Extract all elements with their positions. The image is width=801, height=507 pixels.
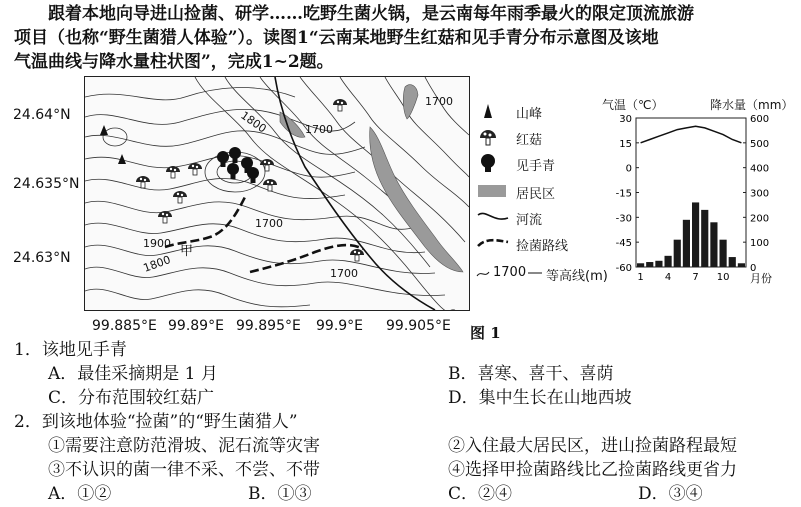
- contour-map-svg: [85, 77, 469, 310]
- q1-option-a: A．最佳采摘期是 1 月: [48, 364, 218, 384]
- temperature-tick-label: -60: [615, 263, 632, 274]
- month-tick-label: 4: [664, 272, 672, 283]
- q2-statement-1: ①需要注意防范滑坡、泥石流等灾害: [48, 436, 320, 456]
- jianshouqing-mushroom-icon: [476, 152, 510, 174]
- contour-label: 1800: [141, 253, 173, 275]
- river-icon: [476, 206, 510, 228]
- peak-icon: [476, 100, 510, 122]
- contour-label: 1700: [425, 95, 453, 108]
- contour-line-icon: [476, 262, 490, 284]
- q1-option-d: D．集中生长在山地西坡: [448, 388, 632, 408]
- red-mushroom-icon: [476, 126, 510, 148]
- question-1-stem: 1．该地见手青: [14, 340, 127, 360]
- precipitation-bar: [637, 263, 644, 267]
- lat-label-2: 24.635°N: [13, 176, 80, 192]
- topographic-map: [84, 76, 470, 311]
- legend-item-contour: 1700 等高线(m): [476, 262, 636, 284]
- jianshouqing-mushroom-icon: [229, 147, 241, 163]
- question-2-stem: 2．到该地体验“捡菌”的“野生菌猎人”: [14, 412, 298, 432]
- intro-paragraph: [14, 2, 794, 74]
- temperature-tick-label: 30: [619, 114, 632, 125]
- contour-label: 1700: [330, 267, 358, 280]
- q2-statement-4: ④选择甲捡菌路线比乙捡菌路线更省力: [448, 460, 737, 480]
- lon-label-2: 99.89°E: [168, 318, 224, 334]
- precipitation-tick-label: 0: [750, 263, 757, 274]
- month-tick-label: 10: [716, 272, 730, 283]
- residential-area-icon: [476, 180, 510, 202]
- q2-option-a: A．①②: [48, 484, 112, 504]
- q2-statement-2: ②入住最大居民区，进山捡菌路程最短: [448, 436, 737, 456]
- lon-label-4: 99.9°E: [316, 318, 364, 334]
- temperature-line: [641, 126, 742, 143]
- climate-chart-frame: [636, 118, 746, 267]
- red-mushroom-icon: [350, 249, 364, 261]
- temperature-tick-label: -30: [615, 213, 632, 225]
- intro-line-2: 项目（也称“野生菌猎人体验”）。读图1“云南某地野生红菇和见手青分布示意图及该地: [14, 28, 659, 48]
- precipitation-bar: [683, 220, 690, 267]
- precipitation-bar: [738, 263, 745, 267]
- precipitation-bar: [710, 222, 717, 267]
- red-mushroom-icon: [188, 163, 202, 175]
- figure-caption: 图 1: [470, 324, 501, 342]
- legend-item-route: 捡菌路线: [476, 232, 616, 254]
- mushroom-route-icon: [476, 232, 510, 254]
- lon-label-5: 99.905°E: [386, 318, 451, 334]
- red-mushroom-icon: [333, 99, 347, 111]
- precipitation-tick-label: 200: [750, 213, 770, 225]
- precipitation-bar: [701, 210, 708, 267]
- month-tick-label: 7: [692, 272, 699, 283]
- temperature-axis-title: 气温（℃）: [602, 98, 664, 112]
- precipitation-bar: [729, 257, 736, 267]
- red-mushroom-icon: [173, 191, 187, 203]
- red-mushroom-icon: [166, 166, 180, 178]
- climate-chart-svg: [600, 96, 798, 286]
- lat-label-1: 24.64°N: [13, 107, 71, 123]
- residential-area-top: [403, 85, 418, 119]
- jianshouqing-markers: [217, 147, 259, 183]
- precipitation-bar: [674, 240, 681, 267]
- climate-chart: [600, 96, 798, 286]
- precipitation-tick-label: 100: [750, 238, 770, 250]
- jianshouqing-mushroom-icon: [247, 167, 259, 183]
- legend-item-red-mushroom: 红菇: [476, 126, 616, 148]
- legend-item-jianshouqing: 见手青: [476, 152, 616, 174]
- q1-option-c: C．分布范围较红菇广: [48, 388, 215, 408]
- lat-label-3: 24.63°N: [13, 250, 71, 266]
- legend-item-peak: 山峰: [476, 100, 616, 122]
- mushroom-route-jia: [165, 197, 245, 247]
- intro-line-3: 气温曲线与降水量柱状图”，完成1~2题。: [14, 52, 334, 72]
- legend-item-residential: 居民区: [476, 180, 616, 202]
- precipitation-bar: [655, 261, 662, 267]
- temperature-tick-label: 15: [619, 138, 632, 150]
- precipitation-tick-label: 500: [750, 138, 770, 150]
- temperature-tick-label: -15: [615, 188, 632, 200]
- legend-item-river: 河流: [476, 206, 616, 228]
- precipitation-bar: [720, 240, 727, 267]
- contour-label: 1800: [238, 108, 269, 136]
- contour-label: 1700: [305, 123, 333, 136]
- precipitation-axis-title: 降水量（mm）: [710, 98, 794, 112]
- red-mushroom-icon: [136, 176, 150, 188]
- precipitation-bar: [692, 202, 699, 267]
- jianshouqing-mushroom-icon: [217, 151, 229, 167]
- route-label-jia: 甲: [180, 244, 194, 259]
- x-axis-label: 月份: [750, 272, 772, 285]
- precipitation-tick-label: 400: [750, 163, 770, 175]
- q2-option-b: B．①③: [248, 484, 312, 504]
- precipitation-bar: [665, 256, 672, 267]
- red-mushroom-icon: [158, 211, 172, 223]
- temperature-tick-label: 0: [625, 163, 632, 175]
- contour-legend-value: 1700: [493, 265, 527, 280]
- q2-option-c: C．②④: [448, 484, 513, 504]
- precipitation-tick-label: 300: [750, 188, 770, 200]
- precipitation-tick-label: 600: [750, 114, 770, 125]
- lon-label-3: 99.895°E: [236, 318, 301, 334]
- jianshouqing-mushroom-icon: [227, 163, 239, 179]
- contour-legend-dash: [528, 271, 542, 275]
- month-tick-label: 1: [637, 272, 644, 283]
- precipitation-bar: [646, 262, 653, 267]
- contour-label: 1700: [255, 217, 283, 230]
- q1-option-b: B．喜寒、喜干、喜荫: [448, 364, 614, 384]
- lon-label-1: 99.885°E: [92, 318, 157, 334]
- q2-option-d: D．③④: [638, 484, 703, 504]
- intro-line-1: 跟着本地向导进山捡菌、研学……吃野生菌火锅，是云南每年雨季最火的限定顶流旅游: [48, 4, 694, 24]
- contour-label: 1900: [143, 237, 171, 250]
- temperature-tick-label: -45: [615, 238, 632, 250]
- red-mushroom-icon: [260, 159, 274, 171]
- q2-statement-3: ③不认识的菌一律不采、不尝、不带: [48, 460, 320, 480]
